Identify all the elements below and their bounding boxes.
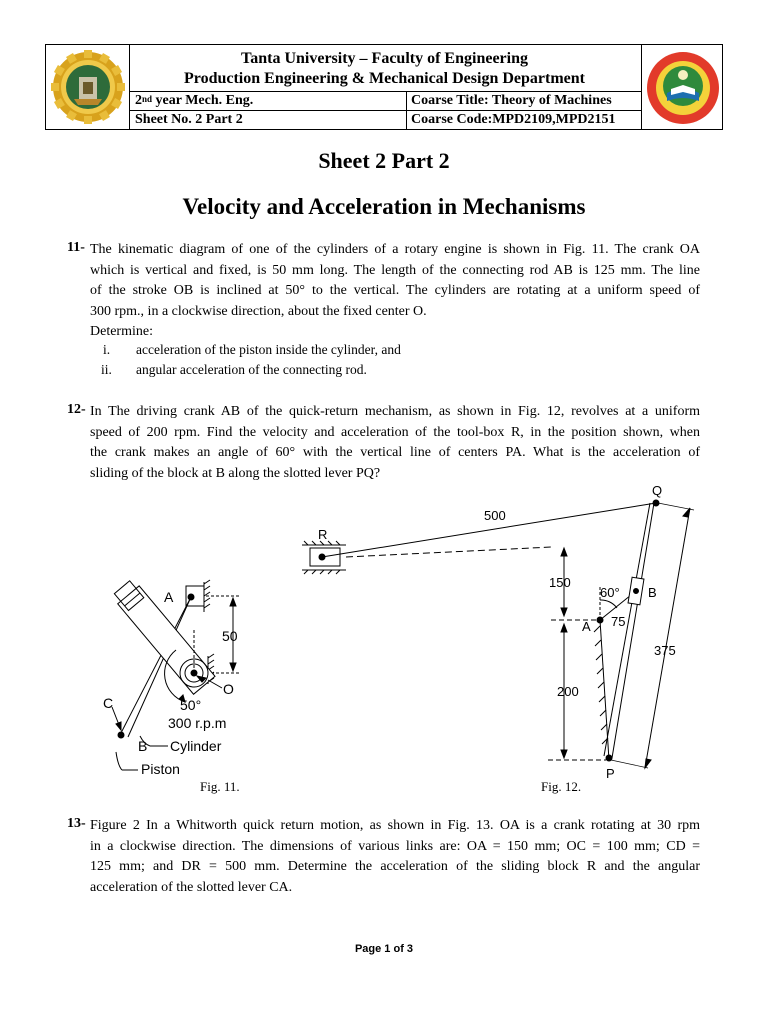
fig12-label-q: Q (652, 483, 663, 498)
fig12-dim-200: 200 (557, 684, 579, 699)
sheet-title: Sheet 2 Part 2 (318, 148, 450, 173)
department-name: Production Engineering & Mechanical Design Department (183, 70, 585, 87)
fig11-piston: Piston (141, 761, 180, 777)
fig11-cylinder: Cylinder (170, 738, 222, 754)
figures-area (0, 480, 768, 800)
q11-item-2-text: angular acceleration of the connecting rod. (136, 362, 367, 377)
fig11-label-b: B (138, 738, 148, 754)
q11-item-1-text: acceleration of the piston inside the cylinder, and (136, 342, 401, 357)
question-12-text: In The driving crank AB of the quick-return mechanism, as shown in Fig. 12, revolves at a uniform speed of 200 rpm. Find the velocity and acceleration of the tool-box R, in the position shown, when the crank makes an angle of 60° with the vertical line of centers PA. What is the acceleration of sliding of the block at B along the slotted lever PQ? (90, 404, 700, 481)
page-number: Page 1 of 3 (354, 943, 414, 955)
fig11-dim-50: 50 (222, 628, 238, 644)
header-titles (129, 49, 640, 89)
course-code-cell: Coarse Code:MPD2109,MPD2151 (411, 112, 616, 127)
fig12-diagram (302, 500, 694, 768)
fig12-caption: Fig. 12. (541, 779, 582, 794)
question-12-number: 12- (67, 402, 86, 417)
fig11-caption: Fig. 11. (200, 779, 240, 794)
fig12-label-a: A (582, 619, 591, 634)
question-13-number: 13- (67, 816, 86, 831)
fig11-label-c: C (103, 695, 114, 711)
question-11-text: The kinematic diagram of one of the cylinders of a rotary engine is shown in Fig. 11. The crank OA which is vertical and fixed, is 50 mm long. The length of the connecting rod AB is 125 mm. The line of the stroke OB is inclined at 50° to the vertical. The cylinders are rotating at a uniform speed of 300 rpm., in a clockwise direction, about the fixed center O. Determine: (90, 240, 700, 343)
fig12-label-r: R (318, 527, 328, 542)
fig12-dim-75: 75 (611, 614, 626, 629)
fig12-dim-150: 150 (549, 575, 571, 590)
question-11-number: 11- (67, 240, 85, 255)
fig12-dim-500: 500 (484, 508, 506, 523)
question-13-text: Figure 2 In a Whitworth quick return motion, as shown in Fig. 13. OA is a crank rotating at 30 rpm in a clockwise direction. The dimensions of various links are: OA = 150 mm; OC = 100 mm; CD = 125 mm; and DR = 500 mm. Determine the acceleration of the sliding block R and the angular acceleration of the slotted lever CA. (90, 818, 700, 895)
faculty-logo-icon (50, 49, 126, 125)
header-table (45, 44, 723, 130)
fig11-label-a: A (164, 589, 174, 605)
fig11-label-o: O (223, 681, 234, 697)
fig12-angle: 60° (600, 585, 620, 600)
fig12-label-b: B (648, 585, 657, 600)
course-title-cell: Coarse Title: Theory of Machines (411, 93, 612, 108)
q11-item-2-num: ii. (101, 362, 112, 377)
fig11-speed: 300 r.p.m (168, 715, 227, 731)
determine-label: Determine: (90, 324, 153, 340)
fig11-angle: 50° (180, 697, 202, 713)
sheet-subtitle: Velocity and Acceleration in Mechanisms (182, 194, 586, 219)
fig12-label-p: P (606, 766, 615, 781)
q11-item-1-num: i. (103, 342, 111, 357)
university-name: Tanta University – Faculty of Engineering (241, 50, 528, 67)
fig12-dim-375: 375 (654, 643, 676, 658)
year-cell: 2nd year Mech. Eng. (135, 93, 254, 108)
tanta-university-logo-icon (645, 49, 721, 127)
sheet-no-cell: Sheet No. 2 Part 2 (135, 112, 243, 127)
